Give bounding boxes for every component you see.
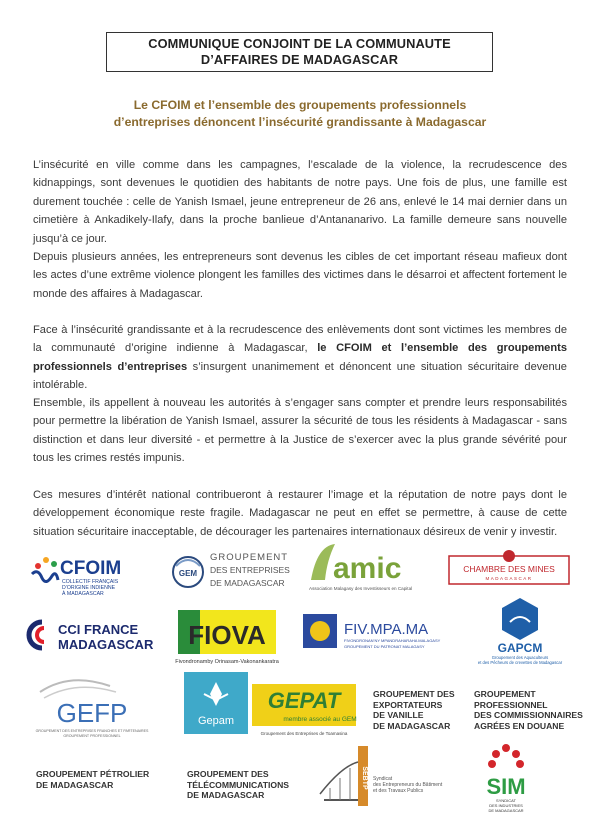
gapcm-sub-2: et des Pêcheurs de crevettes de Madagascar	[477, 660, 563, 665]
fiv-mpa-ma-logo	[302, 612, 452, 656]
vanille-line-4: DE MADAGASCAR	[373, 720, 451, 731]
douane-label	[474, 689, 583, 731]
cfoim-name: CFOIM	[60, 558, 122, 579]
telecom-label	[187, 769, 289, 801]
gapcm-logo	[466, 596, 574, 666]
gem-line-2: DES ENTREPRISES	[210, 565, 290, 575]
cfoim-sub-3: À MADAGASCAR	[62, 591, 104, 597]
gefp-sub-2: GROUPEMENT PROFESSIONNEL	[63, 734, 121, 738]
gem-line-1: GROUPEMENT	[210, 552, 289, 563]
title-line-2: D’AFFAIRES DE MADAGASCAR	[200, 52, 399, 67]
fiv-sub-1: FIVONDRONAN’NY MPANDRAHARAHA MALAGASY	[344, 638, 441, 643]
gepat-tag: membre associé au GEM	[283, 716, 357, 723]
cci-line-1: CCI FRANCE	[58, 622, 139, 637]
cfoim-logo	[30, 550, 155, 600]
fiova-name: FIOVA	[188, 620, 266, 650]
subtitle-line-2: d’entreprises dénoncent l’insécurité grandissante à Madagascar	[113, 115, 487, 129]
subtitle	[40, 97, 560, 131]
vanille-label	[373, 689, 455, 731]
fiv-sub-2: GROUPEMENT DU PATRONAT MALAGASY	[344, 644, 425, 649]
mines-name: CHAMBRE DES MINES	[463, 564, 555, 574]
paragraph-2: Depuis plusieurs années, les entrepreneurs sont devenus les cibles de cet important réseau mafieux dont les actes d’une extrême violence plongent les familles des victimes dans le désarroi et affectent fortement le monde des affaires à Madagascar.	[33, 251, 567, 300]
vanille-line-3: DE VANILLE	[373, 710, 424, 720]
gefp-logo	[30, 672, 160, 742]
paragraph-3-start: Face à l’insécurité grandissante et à la recrudescence des enlèvements dont sont victimes les membres de la communauté d’origine indienne à Madagascar,	[33, 324, 567, 355]
sim-sub-3: DE MADAGASCAR	[488, 808, 524, 813]
chambre-des-mines-logo	[448, 544, 570, 592]
gem-badge: GEM	[178, 569, 198, 578]
paragraph-3-end: s’insurgent unanimement et dénoncent une situation sécuritaire devenue intolérable.	[33, 360, 567, 392]
sim-name: SIM	[486, 774, 526, 799]
gem-line-3: DE MADAGASCAR	[210, 578, 285, 588]
fiova-logo	[172, 608, 284, 666]
subtitle-line-1: Le CFOIM et l’ensemble des groupements professionnels	[133, 98, 467, 112]
douane-line-1: GROUPEMENT	[474, 689, 536, 699]
sebtp-sub-1: Syndicat	[373, 776, 393, 782]
cci-france-logo	[24, 616, 154, 656]
vanille-line-1: GROUPEMENT DES	[373, 689, 455, 699]
paragraph-1: L’insécurité en ville comme dans les campagnes, l’escalade de la violence, la recrudescence des kidnappings, sont devenues le quotidien des habitants de notre pays. Une fois de plus, une famille est durement touchée : celle de Yanish Ismael, jeune entrepreneur de 26 ans, enlevé le 14 mai dernier dans un cimetière à Ankadikely-Ilafy, dans la proche banlieue d’Antananarivo. La famille demeure sans nouvelle jusqu’à ce jour.	[33, 159, 567, 245]
sebtp-logo	[318, 742, 448, 812]
gefp-sub-1: GROUPEMENT DES ENTREPRISES FRANCHES ET PARTENAIRES	[35, 729, 149, 733]
cfoim-sub-2: D’ORIGINE INDIENNE	[62, 585, 116, 591]
cci-line-2: MADAGASCAR	[58, 637, 154, 652]
title-line-1: COMMUNIQUE CONJOINT DE LA COMMUNAUTE	[148, 36, 451, 51]
amic-logo	[305, 540, 433, 596]
sebtp-sub-3: et des Travaux Publics	[373, 788, 424, 794]
douane-line-4: AGRÉES EN DOUANE	[474, 720, 565, 731]
petrolier-label	[36, 769, 149, 790]
paragraph-5: Ces mesures d’intérêt national contribueront à restaurer l’image et la réputation de notre pays dont le développement économique reste fragile. Madagascar ne peut en effet se permettre, à cause de cette situation sécuritaire inacceptable, de décourager les partenaires internationaux désireux de venir y investir.	[33, 489, 567, 538]
mines-sub: MADAGASCAR	[485, 576, 533, 581]
paragraph-3-bold: le CFOIM et l’ensemble des groupements professionnels d’entreprises	[33, 342, 567, 373]
sim-logo	[474, 740, 538, 818]
fiv-name: FIV.MPA.MA	[344, 621, 429, 638]
sebtp-sub-2: des Entrepreneurs du Bâtiment	[373, 782, 443, 788]
gepat-sub: Groupement des Entreprises de Toamasina	[260, 731, 348, 736]
gepam-logo	[184, 672, 248, 734]
amic-name: amic	[333, 552, 402, 585]
gem-logo	[170, 546, 295, 602]
gepat-name: GEPAT	[267, 688, 341, 713]
gapcm-sub-1: Groupement des Aquaculteurs	[491, 655, 549, 660]
petrolier-line-1: GROUPEMENT PÉTROLIER	[36, 769, 150, 779]
douane-line-2: PROFESSIONNEL	[474, 699, 548, 710]
cfoim-sub-1: COLLECTIF FRANÇAIS	[62, 579, 119, 585]
douane-line-3: DES COMMISSIONNAIRES	[474, 710, 583, 720]
fiova-sub: Fivondronamby Orinasam-Vakonankaratra	[175, 659, 279, 665]
gepam-name: Gepam	[197, 715, 235, 727]
telecom-line-2: TÉLÉCOMMUNICATIONS	[187, 779, 290, 790]
sim-sub-1: SYNDICAT	[496, 798, 516, 803]
telecom-line-1: GROUPEMENT DES	[187, 769, 269, 779]
sebtp-name: SEBTP	[361, 766, 368, 790]
telecom-line-3: DE MADAGASCAR	[187, 790, 265, 800]
amic-sub: Association Malagasy des Investisseurs en Capital	[309, 586, 413, 591]
petrolier-line-2: DE MADAGASCAR	[36, 779, 114, 790]
paragraph-3	[33, 321, 567, 395]
gapcm-name: GAPCM	[497, 641, 543, 655]
vanille-line-2: EXPORTATEURS	[373, 699, 443, 710]
title-box	[106, 32, 493, 72]
sim-sub-2: DES INDUSTRIES	[489, 803, 523, 808]
gepat-logo	[250, 682, 362, 738]
gefp-name: GEFP	[56, 698, 128, 728]
paragraph-4: Ensemble, ils appellent à nouveau les autorités à s’engager sans compter et prendre leurs responsabilités pour permettre la libération de Yanish Ismael, assurer la sécurité de tous les résidents à Madagascar - sans distinction et dans leur diversité - et permettre à la Justice de s’exercer avec la plus grande sévérité pour tous les crimes restés impunis.	[33, 397, 567, 465]
